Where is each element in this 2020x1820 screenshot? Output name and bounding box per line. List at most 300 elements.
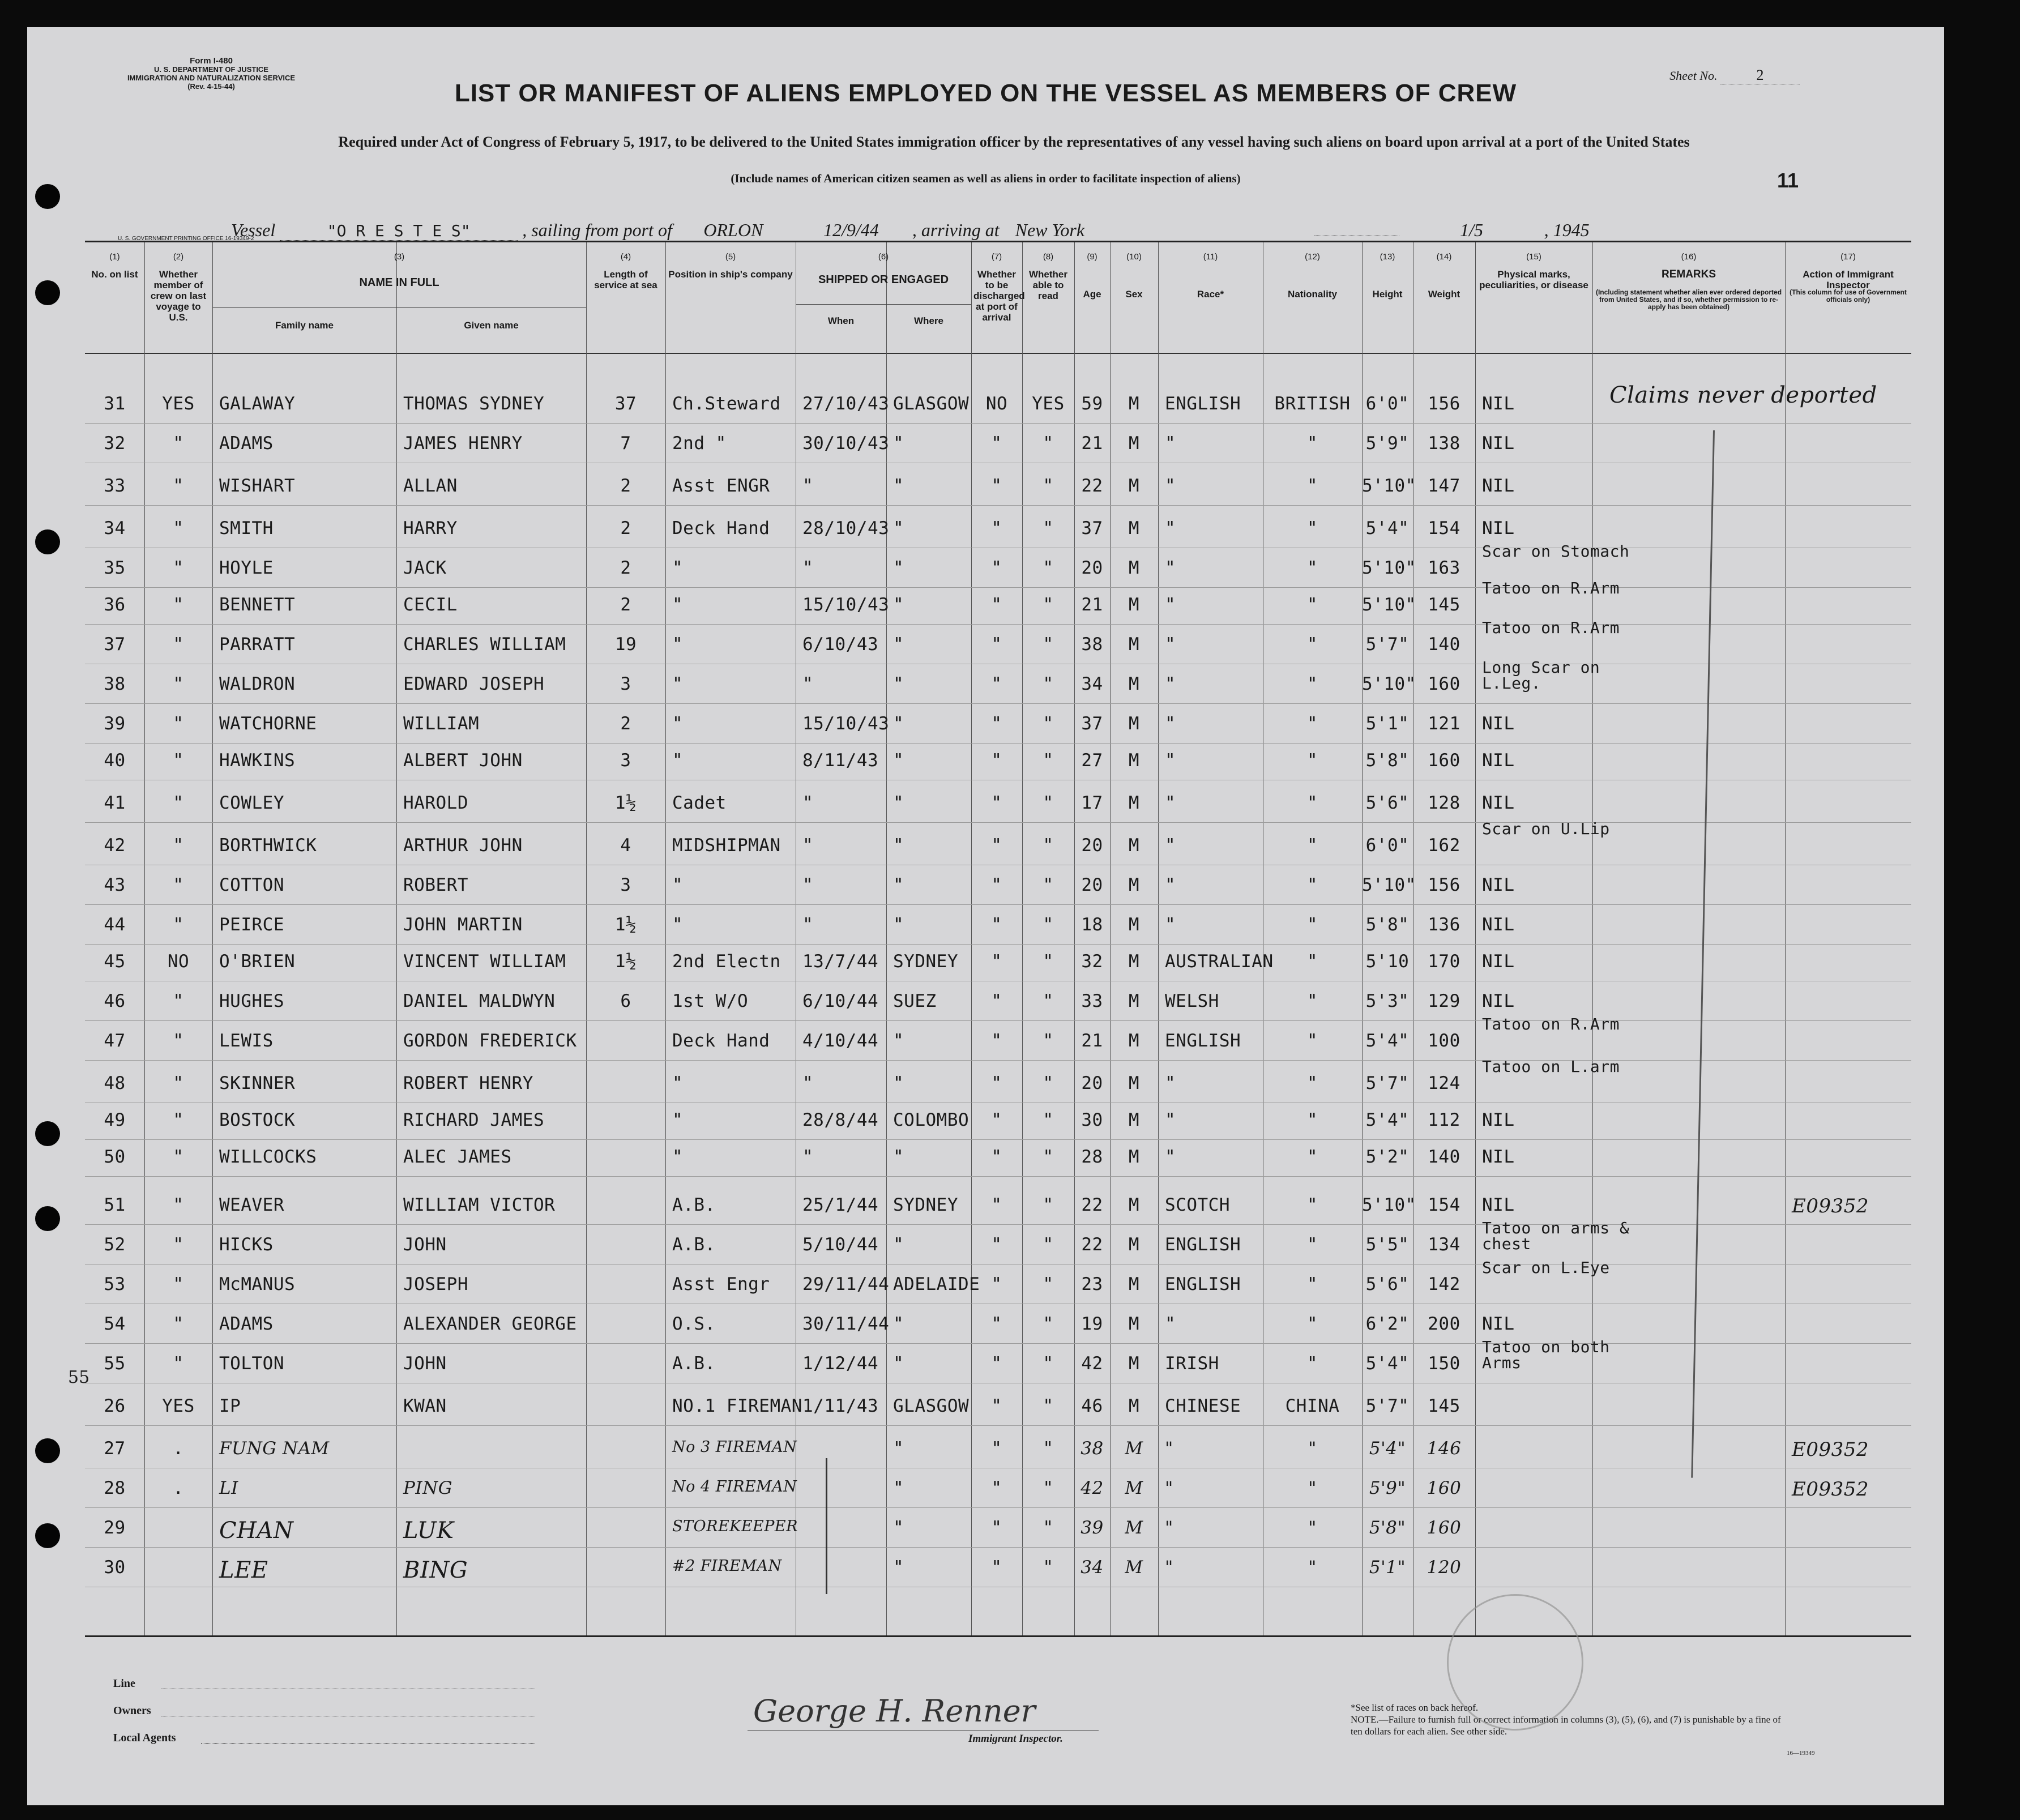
- cell-when: 13/7/44: [802, 951, 879, 972]
- cell-position: ": [672, 915, 684, 935]
- cell-weight: 156: [1428, 875, 1460, 895]
- column-rule: [1785, 242, 1786, 1635]
- cell-nationality: ": [1306, 1274, 1318, 1294]
- cell-position: ": [672, 558, 684, 578]
- cell-no: 44: [104, 915, 126, 935]
- cell-when: 1/11/43: [802, 1396, 879, 1416]
- cell-discharged: ": [991, 793, 1002, 813]
- cell-weight: 160: [1427, 1478, 1462, 1498]
- cell-given: ALLAN: [403, 476, 458, 496]
- cell-weight: 162: [1428, 835, 1460, 856]
- cell-nationality: ": [1308, 1557, 1317, 1578]
- instruction-subtitle: (Include names of American citizen seamen as well as aliens in order to facilitate inspection of aliens): [731, 172, 1241, 185]
- inspector-signature: George H. Renner: [753, 1693, 1036, 1729]
- cell-marks: Tatoo on R.Arm: [1482, 1015, 1620, 1033]
- cell-race: ENGLISH: [1165, 1234, 1241, 1255]
- cell-race: SCOTCH: [1165, 1195, 1230, 1215]
- cell-height: 5'4": [1365, 1031, 1410, 1051]
- cell-read: ": [1043, 674, 1054, 694]
- cell-family: BOSTOCK: [219, 1110, 296, 1130]
- column-rule: [1592, 242, 1593, 1635]
- cell-marks: Scar on Stomach: [1482, 542, 1630, 561]
- cell-read: ": [1043, 991, 1054, 1011]
- cell-read: ": [1043, 1353, 1054, 1374]
- inspection-stamp: [1447, 1594, 1583, 1731]
- cell-sex: M: [1128, 1147, 1140, 1167]
- cell-given: JACK: [403, 558, 447, 578]
- cell-position: Deck Hand: [672, 518, 770, 539]
- cell-sex: M: [1128, 875, 1140, 895]
- cell-sex: M: [1125, 1438, 1143, 1459]
- cell-where: ": [893, 793, 904, 813]
- cell-prev: ": [173, 433, 184, 454]
- cell-position: No 4 FIREMAN: [672, 1478, 797, 1496]
- cell-service: 1½: [614, 793, 637, 813]
- local-agents-field: [201, 1743, 535, 1744]
- column-number-c13: (13): [1380, 252, 1395, 262]
- cell-when: ": [802, 835, 814, 856]
- cell-when: 25/1/44: [802, 1195, 879, 1215]
- column-number-c9: (9): [1087, 252, 1097, 262]
- cell-service: 3: [620, 875, 631, 895]
- cell-height: 5'8": [1365, 915, 1410, 935]
- cell-nationality: ": [1306, 951, 1318, 972]
- row-rule: [85, 1507, 1911, 1508]
- cell-read: ": [1043, 1438, 1054, 1459]
- cell-age: 37: [1081, 518, 1103, 539]
- cell-prev: ": [173, 1353, 184, 1374]
- cell-age: 17: [1081, 793, 1103, 813]
- row-rule: [85, 1547, 1911, 1548]
- column-number-c3: (3): [394, 252, 405, 262]
- cell-read: ": [1043, 1110, 1054, 1130]
- cell-marks: Tatoo on R.Arm: [1482, 579, 1620, 597]
- cell-height: 5'10": [1362, 595, 1416, 615]
- cell-nationality: ": [1308, 1438, 1317, 1459]
- cell-family: ADAMS: [219, 1314, 274, 1334]
- cell-sex: M: [1128, 951, 1140, 972]
- cell-family: WISHART: [219, 476, 296, 496]
- cell-where: ": [893, 1147, 904, 1167]
- cell-given: DANIEL MALDWYN: [403, 991, 556, 1011]
- cell-age: 20: [1081, 835, 1103, 856]
- cell-read: ": [1043, 951, 1054, 972]
- cell-race: ": [1165, 1557, 1173, 1578]
- cell-weight: 142: [1428, 1274, 1460, 1294]
- cell-discharged: ": [991, 750, 1002, 771]
- cell-weight: 154: [1428, 518, 1460, 539]
- statute-subtitle: Required under Act of Congress of February 5, 1917, to be delivered to the United States immigration officer by the representatives of any vessel having such aliens on board upon arrival at a port of the United States: [338, 134, 1690, 150]
- cell-read: ": [1043, 1478, 1054, 1498]
- row-rule: [85, 822, 1911, 823]
- cell-family: BENNETT: [219, 595, 296, 615]
- column-number-c8: (8): [1043, 252, 1054, 262]
- cell-read: ": [1043, 750, 1054, 771]
- name-header-rule: [212, 307, 586, 308]
- column-header-c10: Sex: [1125, 289, 1143, 300]
- cell-remarks: Claims never deported: [1609, 382, 1877, 408]
- cell-given: JOHN: [403, 1234, 447, 1255]
- cell-given: KWAN: [403, 1396, 447, 1416]
- cell-marks: NIL: [1482, 1314, 1515, 1334]
- cell-service: 1½: [614, 915, 637, 935]
- cell-given: HAROLD: [403, 793, 468, 813]
- cell-race: ": [1165, 1438, 1173, 1459]
- cell-age: 27: [1081, 750, 1103, 771]
- cell-prev: ": [173, 518, 184, 539]
- cell-position: A.B.: [672, 1234, 716, 1255]
- row-rule: [85, 587, 1911, 588]
- cell-weight: 124: [1428, 1073, 1460, 1093]
- cell-race: ": [1165, 714, 1176, 734]
- cell-given: PING: [403, 1478, 452, 1498]
- cell-nationality: BRITISH: [1274, 394, 1351, 414]
- column-header-c2: Whether member of crew on last voyage to U.S.: [150, 269, 207, 323]
- owners-label: Owners: [113, 1704, 151, 1717]
- cell-nationality: ": [1306, 1234, 1318, 1255]
- cell-service: 2: [620, 518, 631, 539]
- cell-prev: ": [173, 915, 184, 935]
- cell-height: 5'10": [1362, 674, 1416, 694]
- cell-age: 21: [1081, 1031, 1103, 1051]
- column-number-c14: (14): [1436, 252, 1452, 262]
- cell-position: #2 FIREMAN: [672, 1557, 782, 1575]
- cell-sex: M: [1128, 1073, 1140, 1093]
- cell-read: ": [1043, 1518, 1054, 1538]
- cell-no: 37: [104, 634, 126, 655]
- cell-sex: M: [1128, 1031, 1140, 1051]
- cell-marks: Tatoo on both Arms: [1482, 1338, 1610, 1372]
- row-rule: [85, 703, 1911, 704]
- cell-marks: NIL: [1482, 793, 1515, 813]
- cell-weight: 128: [1428, 793, 1460, 813]
- binder-hole: [35, 1438, 60, 1463]
- cell-nationality: ": [1306, 595, 1318, 615]
- cell-discharged: ": [991, 1110, 1002, 1130]
- cell-discharged: ": [991, 595, 1002, 615]
- cell-height: 5'6": [1365, 793, 1410, 813]
- cell-race: ": [1165, 518, 1176, 539]
- cell-marks: NIL: [1482, 951, 1515, 972]
- cell-age: 20: [1081, 558, 1103, 578]
- cell-read: ": [1043, 875, 1054, 895]
- cell-race: AUSTRALIAN: [1165, 951, 1274, 972]
- cell-race: ": [1165, 595, 1176, 615]
- cell-given: ALEC JAMES: [403, 1147, 512, 1167]
- cell-given: ALEXANDER GEORGE: [403, 1314, 577, 1334]
- cell-age: 22: [1081, 1234, 1103, 1255]
- column-subheader-c16: (Including statement whether alien ever ordered deported from United States, and if so, whether permission to re-apply has been obtained): [1595, 288, 1782, 311]
- cell-height: 5'10": [1362, 1195, 1416, 1215]
- cell-where: ": [893, 558, 904, 578]
- cell-race: ": [1165, 750, 1176, 771]
- cell-race: ": [1165, 915, 1176, 935]
- cell-prev: ": [173, 991, 184, 1011]
- cell-given: GORDON FREDERICK: [403, 1031, 577, 1051]
- cell-action: E09352: [1792, 1478, 1869, 1501]
- column-header-c4: Length of service at sea: [594, 269, 657, 290]
- cell-race: ": [1165, 1110, 1176, 1130]
- cell-discharged: ": [991, 1314, 1002, 1334]
- cell-sex: M: [1128, 991, 1140, 1011]
- cell-marks: NIL: [1482, 714, 1515, 734]
- binder-hole: [35, 280, 60, 305]
- cell-family: FUNG NAM: [219, 1438, 330, 1459]
- cell-age: 37: [1081, 714, 1103, 734]
- cell-no: 45: [104, 951, 126, 972]
- cell-nationality: ": [1306, 1110, 1318, 1130]
- form-number: Form I-480: [190, 56, 233, 66]
- column-number-c1: (1): [109, 252, 120, 262]
- cell-family: LEE: [219, 1557, 268, 1583]
- cell-prev: NO: [167, 951, 190, 972]
- cell-prev: ": [173, 558, 184, 578]
- cell-service: 4: [620, 835, 631, 856]
- cell-marks: NIL: [1482, 433, 1515, 454]
- cell-no: 26: [104, 1396, 126, 1416]
- cell-discharged: ": [991, 1147, 1002, 1167]
- margin-number: 55: [68, 1368, 90, 1387]
- cell-where: ": [893, 1234, 904, 1255]
- cell-where: ": [893, 433, 904, 454]
- cell-weight: 129: [1428, 991, 1460, 1011]
- cell-given: CECIL: [403, 595, 458, 615]
- cell-read: ": [1043, 595, 1054, 615]
- cell-race: WELSH: [1165, 991, 1219, 1011]
- cell-prev: ": [173, 1031, 184, 1051]
- cell-age: 23: [1081, 1274, 1103, 1294]
- cell-weight: 170: [1428, 951, 1460, 972]
- cell-age: 46: [1081, 1396, 1103, 1416]
- cell-where: ": [893, 714, 904, 734]
- cell-given: RICHARD JAMES: [403, 1110, 545, 1130]
- cell-height: 5'8": [1365, 750, 1410, 771]
- cell-when: 1/12/44: [802, 1353, 879, 1374]
- cell-prev: .: [173, 1438, 184, 1459]
- cell-position: STOREKEEPER: [672, 1518, 798, 1535]
- cell-race: ": [1165, 793, 1176, 813]
- vessel-name: "O R E S T E S": [280, 221, 518, 241]
- column-number-c7: (7): [991, 252, 1002, 262]
- cell-no: 48: [104, 1073, 126, 1093]
- date-ditto-stroke: [826, 1458, 827, 1594]
- cell-position: ": [672, 674, 684, 694]
- arriving-label: , arriving at: [912, 220, 1000, 240]
- cell-family: IP: [219, 1396, 241, 1416]
- column-header-c8: Whether able to read: [1029, 269, 1067, 301]
- cell-height: 6'0": [1365, 835, 1410, 856]
- column-number-c17: (17): [1840, 252, 1856, 262]
- binder-hole: [35, 529, 60, 554]
- cell-given: HARRY: [403, 518, 458, 539]
- cell-age: 19: [1081, 1314, 1103, 1334]
- cell-discharged: ": [991, 674, 1002, 694]
- column-header-shipped: SHIPPED OR ENGAGED: [818, 274, 949, 286]
- cell-given: CHARLES WILLIAM: [403, 634, 566, 655]
- cell-no: 55: [104, 1353, 126, 1374]
- cell-nationality: CHINA: [1285, 1396, 1340, 1416]
- cell-service: 6: [620, 991, 631, 1011]
- cell-read: ": [1043, 915, 1054, 935]
- column-rule: [1475, 242, 1476, 1635]
- cell-family: ADAMS: [219, 433, 274, 454]
- cell-prev: ": [173, 875, 184, 895]
- column-header-where: Where: [914, 315, 943, 326]
- row-rule: [85, 1343, 1911, 1344]
- cell-discharged: ": [991, 518, 1002, 539]
- cell-given: JOSEPH: [403, 1274, 468, 1294]
- cell-position: 1st W/O: [672, 991, 749, 1011]
- cell-race: ": [1165, 1314, 1176, 1334]
- cell-sex: M: [1128, 1274, 1140, 1294]
- cell-discharged: ": [991, 1353, 1002, 1374]
- cell-marks: NIL: [1482, 1147, 1515, 1167]
- cell-when: 15/10/43: [802, 714, 890, 734]
- column-rule: [665, 242, 666, 1635]
- column-number-c6: (6): [878, 252, 889, 262]
- cell-position: O.S.: [672, 1314, 716, 1334]
- sailing-label: , sailing from port of: [522, 220, 672, 240]
- cell-age: 18: [1081, 915, 1103, 935]
- cell-weight: 100: [1428, 1031, 1460, 1051]
- cell-discharged: ": [991, 476, 1002, 496]
- cell-nationality: ": [1306, 835, 1318, 856]
- cell-height: 5'7": [1365, 1073, 1410, 1093]
- cell-discharged: ": [991, 433, 1002, 454]
- cell-read: ": [1043, 476, 1054, 496]
- cell-family: WEAVER: [219, 1195, 284, 1215]
- cell-no: 47: [104, 1031, 126, 1051]
- fine-note: NOTE.—Failure to furnish full or correct information in columns (3), (5), (6), and (7) is punishable by a fine of ten dollars for each alien. See other side.: [1351, 1714, 1781, 1737]
- cell-age: 30: [1081, 1110, 1103, 1130]
- cell-given: BING: [403, 1557, 468, 1583]
- cell-prev: ": [173, 750, 184, 771]
- cell-sex: M: [1125, 1478, 1143, 1498]
- binder-hole: [35, 1523, 60, 1548]
- cell-race: ENGLISH: [1165, 394, 1241, 414]
- cell-where: SYDNEY: [893, 1195, 958, 1215]
- cell-family: WALDRON: [219, 674, 296, 694]
- cell-where: ": [893, 835, 904, 856]
- cell-position: Deck Hand: [672, 1031, 770, 1051]
- cell-prev: ": [173, 835, 184, 856]
- cell-where: ": [893, 1073, 904, 1093]
- cell-service: 19: [614, 634, 637, 655]
- footnote: [1351, 1702, 1792, 1737]
- cell-no: 29: [104, 1518, 126, 1538]
- column-header-name: NAME IN FULL: [359, 276, 439, 289]
- cell-service: 3: [620, 674, 631, 694]
- vessel-label: Vessel: [231, 220, 276, 240]
- cell-prev: ": [173, 476, 184, 496]
- cell-given: ROBERT: [403, 875, 468, 895]
- cell-race: ": [1165, 835, 1176, 856]
- cell-race: ENGLISH: [1165, 1031, 1241, 1051]
- local-agents-label: Local Agents: [113, 1732, 176, 1744]
- cell-nationality: ": [1306, 915, 1318, 935]
- cell-prev: ": [173, 714, 184, 734]
- cell-weight: 160: [1428, 674, 1460, 694]
- page-title: LIST OR MANIFEST OF ALIENS EMPLOYED ON THE VESSEL AS MEMBERS OF CREW: [454, 79, 1517, 107]
- cell-read: ": [1043, 1147, 1054, 1167]
- row-rule: [85, 624, 1911, 625]
- cell-read: ": [1043, 1396, 1054, 1416]
- column-header-when: When: [827, 315, 855, 326]
- cell-prev: ": [173, 1234, 184, 1255]
- cell-weight: 140: [1428, 634, 1460, 655]
- cell-when: 6/10/44: [802, 991, 879, 1011]
- cell-when: ": [802, 1073, 814, 1093]
- cell-sex: M: [1128, 793, 1140, 813]
- cell-height: 5'4": [1369, 1438, 1406, 1459]
- cell-where: ": [893, 595, 904, 615]
- cell-race: IRISH: [1165, 1353, 1219, 1374]
- cell-nationality: ": [1306, 793, 1318, 813]
- cell-where: ": [893, 1438, 904, 1459]
- cell-race: ": [1165, 433, 1176, 454]
- cell-when: 28/8/44: [802, 1110, 879, 1130]
- cell-nationality: ": [1306, 714, 1318, 734]
- cell-nationality: ": [1306, 875, 1318, 895]
- cell-race: ": [1165, 1478, 1173, 1498]
- cell-action: E09352: [1792, 1438, 1869, 1461]
- cell-weight: 200: [1428, 1314, 1460, 1334]
- cell-when: ": [802, 1147, 814, 1167]
- cell-prev: ": [173, 634, 184, 655]
- cell-given: WILLIAM VICTOR: [403, 1195, 556, 1215]
- cell-nationality: ": [1306, 1353, 1318, 1374]
- cell-when: ": [802, 476, 814, 496]
- cell-weight: 145: [1428, 1396, 1460, 1416]
- row-rule: [85, 1176, 1911, 1177]
- column-subheader-c17: (This column for use of Government officials only): [1790, 288, 1907, 304]
- cell-family: LI: [219, 1478, 238, 1498]
- cell-discharged: ": [991, 634, 1002, 655]
- cell-height: 5'1": [1365, 714, 1410, 734]
- cell-no: 41: [104, 793, 126, 813]
- cell-discharged: ": [991, 714, 1002, 734]
- cell-marks: NIL: [1482, 1110, 1515, 1130]
- cell-weight: 121: [1428, 714, 1460, 734]
- cell-when: ": [802, 915, 814, 935]
- cell-weight: 136: [1428, 915, 1460, 935]
- cell-height: 5'10": [1362, 558, 1416, 578]
- cell-read: ": [1043, 518, 1054, 539]
- column-number-c5: (5): [725, 252, 736, 262]
- cell-weight: 112: [1428, 1110, 1460, 1130]
- cell-age: 33: [1081, 991, 1103, 1011]
- cell-given: THOMAS SYDNEY: [403, 394, 545, 414]
- cell-age: 39: [1081, 1518, 1104, 1538]
- vessel-info-line: [231, 220, 1590, 241]
- cell-age: 38: [1081, 1438, 1104, 1459]
- cell-nationality: ": [1306, 1031, 1318, 1051]
- cell-age: 34: [1081, 1557, 1104, 1578]
- cell-race: ": [1165, 1147, 1176, 1167]
- cell-family: HICKS: [219, 1234, 274, 1255]
- cell-position: ": [672, 595, 684, 615]
- cell-when: 28/10/43: [802, 518, 890, 539]
- cell-where: ": [893, 1557, 904, 1578]
- cell-position: Cadet: [672, 793, 727, 813]
- cell-no: 31: [104, 394, 126, 414]
- column-number-c11: (11): [1203, 252, 1218, 262]
- cell-height: 5'7": [1365, 1396, 1410, 1416]
- cell-prev: ": [173, 1147, 184, 1167]
- cell-marks: NIL: [1482, 750, 1515, 771]
- cell-marks: Tatoo on arms & chest: [1482, 1219, 1630, 1253]
- cell-discharged: ": [991, 1274, 1002, 1294]
